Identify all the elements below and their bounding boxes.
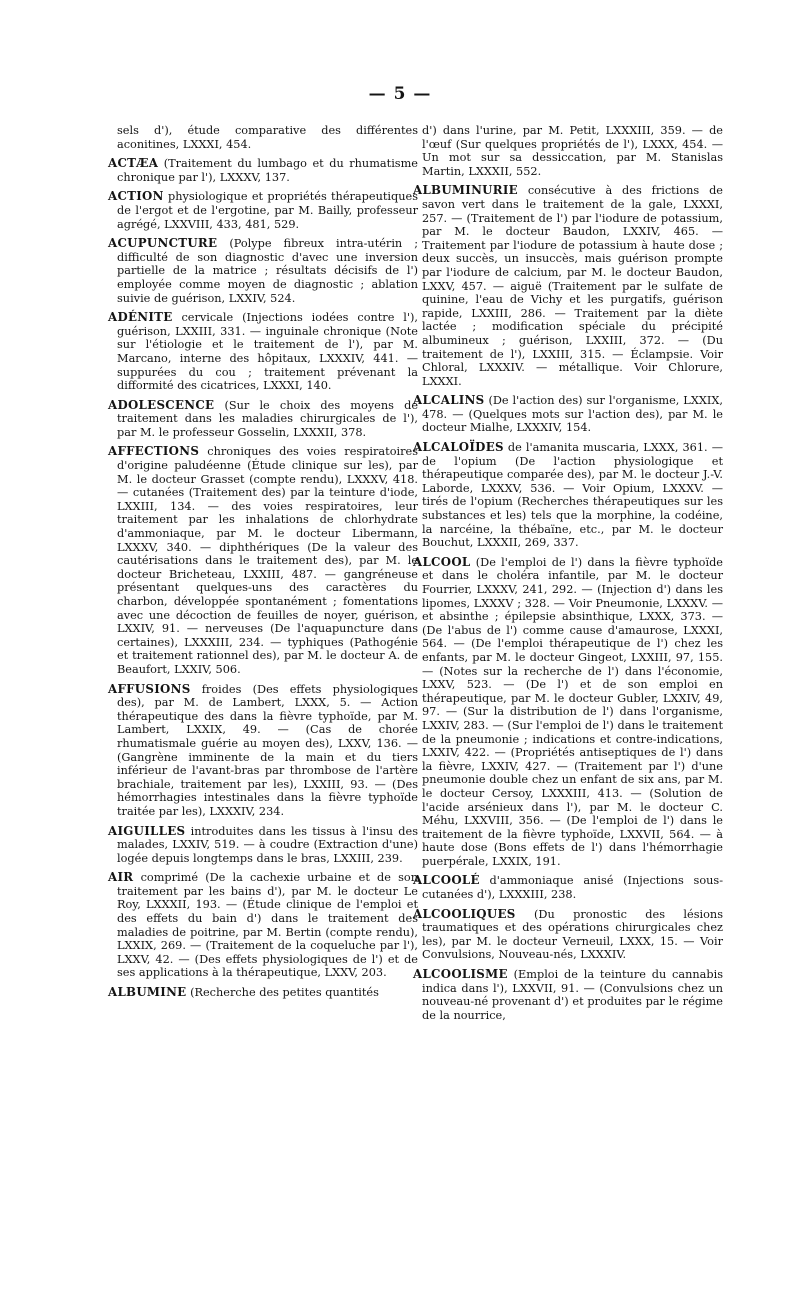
entry-text: (Recherche des petites quantités — [190, 986, 379, 1000]
entry-headword: ADOLESCENCE — [108, 397, 215, 412]
index-entry — [413, 124, 723, 178]
entry-headword: ALCOOLÉ — [413, 873, 480, 888]
entry-text: froides (Des effets physiologiques des), par M. de Lambert, LXXX, 5. — Action thérapeutique des dans la fièvre typhoïde, par M. Lambert, LXXIX, 49. — (Cas de chorée rhumatismale guérie au moyen des), LXXV, 136. — (Gangrène imminente de la main et du tiers inférieur de l'avant-bras par thrombose de l'artère brachiale, traitement par les), LXXIII, 93. — (Des hémorrhagies intestinales dans la fièvre typhoïde traitée par les), LXXXIV, 234. — [117, 682, 418, 818]
index-entry — [413, 394, 723, 435]
index-entry — [413, 184, 723, 388]
entry-headword: ALCALOÏDES — [413, 440, 504, 455]
entry-text: (Du pronostic des lésions traumatiques et des opérations chirurgicales chez les), par M. le docteur Verneuil, LXXX, 15. — Voir Convulsions, Nouveau-nés, LXXXIV. — [422, 907, 723, 962]
index-entry — [108, 157, 418, 184]
entry-text: d'ammoniaque anisé (Injections sous-cutanées d'), LXXXIII, 238. — [422, 874, 724, 902]
entry-text: (De l'action des) sur l'organisme, LXXIX, 478. — (Quelques mots sur l'action des), par M. le docteur Mialhe, LXXXIV, 154. — [422, 394, 723, 435]
index-entry — [108, 399, 418, 440]
index-entry — [413, 441, 723, 550]
entry-text: (Traitement du lumbago et du rhumatisme chronique par l'), LXXXV, 137. — [117, 157, 418, 184]
index-entry — [413, 874, 723, 901]
entry-headword: ALCOOL — [413, 554, 471, 569]
entry-text: (Polype fibreux intra-utérin ; difficulté de son diagnostic d'avec une inversion partielle de la matrice ; résultats décisifs de l') employée comme moyen de diagnostic ; ablation suivie de guérison, LXXIV, 524. — [117, 237, 418, 305]
left-column — [108, 124, 418, 1006]
page-number: — 5 — — [368, 84, 432, 104]
entry-headword: AFFUSIONS — [108, 681, 191, 696]
entry-headword: AFFECTIONS — [108, 444, 200, 459]
entry-text: d') dans l'urine, par M. Petit, LXXXIII, 359. — de l'œuf (Sur quelques propriétés de l'), LXXX, 454. — Un mot sur sa dessiccation, par M. Stanislas Martin, LXXXII, 552. — [422, 124, 723, 178]
entry-headword: AIR — [108, 870, 134, 885]
index-entry — [413, 908, 723, 962]
entry-text: de l'amanita muscaria, LXXX, 361. — de l'opium (De l'action physiologique et thérapeutique comparée des), par M. le docteur J.-V. Laborde, LXXXV, 536. — Voir Opium, LXXXV. — tirés de l'opium (Recherches thérapeutiques sur les substances et les) tels que la morphine, la codéine, la narcéine, la thébaïne, etc., par M. le docteur Bouchut, LXXXII, 269, 337. — [422, 441, 724, 550]
entry-headword: ALCOOLIQUES — [413, 906, 516, 921]
entry-headword: ALCALINS — [413, 393, 485, 408]
entry-headword: ACTION — [108, 189, 164, 204]
entry-text: sels d'), étude comparative des différentes aconitines, LXXXI, 454. — [117, 124, 418, 151]
entry-headword: ALCOOLISME — [413, 967, 508, 982]
entry-text: introduites dans les tissus à l'insu des malades, LXXIV, 519. — à coudre (Extraction d'une) logée depuis longtemps dans le bras, LXXIII, 239. — [117, 824, 419, 865]
index-entry — [108, 825, 418, 866]
index-entry — [108, 190, 418, 231]
entry-text: cervicale (Injections iodées contre l'), guérison, LXXIII, 331. — inguinale chronique (Note sur l'étiologie et le traitement de l'), par M. Marcano, interne des hôpitaux, LXXXIV, 441. — suppurées du cou ; traitement prévenant la difformité des cicatrices, LXXXI, 140. — [117, 311, 418, 393]
index-entry — [108, 445, 418, 676]
index-entry — [108, 237, 418, 305]
index-entry — [108, 683, 418, 819]
index-entry — [413, 556, 723, 869]
entry-headword: ACUPUNCTURE — [108, 236, 218, 251]
entry-headword: ADÉNITE — [108, 310, 173, 325]
entry-headword: ACTÆA — [108, 156, 159, 171]
entry-text: consécutive à des frictions de savon vert dans le traitement de la gale, LXXXI, 257. — (Traitement de l') par l'iodure de potassium, par M. le docteur Baudon, LXXIV, 465. — Traitement par l'iodure de potassium à haute dose ; deux succès, un insuccès, mais guérison prompte par l'iodure de calcium, par M. le docteur Baudon, LXXV, 457. — aiguë (Traitement par le sulfate de quinine, l'eau de Vichy et les purgatifs, guérison rapide, LXXIII, 286. — Traitement par la diète lactée ; modification spéciale du précipité albumineux ; guérison, LXXIII, 372. — (Du traitement de l'), LXXIII, 315. — Éclampsie. Voir Chloral, LXXXIV. — métallique. Voir Chlorure, LXXXI. — [422, 184, 723, 388]
entry-text: physiologique et propriétés thérapeutiques de l'ergot et de l'ergotine, par M. Bailly, professeur agrégé, LXXVIII, 433, 481, 529. — [117, 190, 418, 231]
index-entry — [413, 968, 723, 1022]
entry-headword: AIGUILLES — [108, 823, 186, 838]
index-entry — [108, 124, 418, 151]
index-entry — [108, 986, 418, 1000]
entry-text: (Emploi de la teinture du cannabis indica dans l'), LXXVII, 91. — (Convulsions chez un nouveau-né provenant d') et produites par le régime de la nourrice, — [422, 968, 724, 1022]
entry-text: (Sur le choix des moyens de traitement dans les maladies chirurgicales de l'), par M. le professeur Gosselin, LXXXII, 378. — [117, 398, 419, 439]
index-entry — [108, 311, 418, 393]
entry-text: chroniques des voies respiratoires d'origine paludéenne (Étude clinique sur les), par M. le docteur Grasset (compte rendu), LXXXV, 418. — cutanées (Traitement des) par la teinture d'iode, LXXIII, 134. — des voies respiratoires, leur traitement par les inhalations de chlorhydrate d'ammoniaque, par M. le docteur Libermann, LXXXV, 340. — diphthériques (De la valeur des cautérisations dans le traitement des), par M. le docteur Bricheteau, LXXIII, 487. — gangréneuse présentant quelques-uns des caractères du charbon, développée spontanément ; fomentations avec une décoction de feuilles de noyer, guérison, LXXIV, 91. — nerveuses (De l'aquapuncture dans certaines), LXXXIII, 234. — typhiques (Pathogénie et traitement rationnel des), par M. le docteur A. de Beaufort, LXXIV, 506. — [117, 445, 419, 676]
entry-text: comprimé (De la cachexie urbaine et de son traitement par les bains d'), par M. le docteur Le Roy, LXXXII, 193. — (Étude clinique de l'emploi et des effets du bain d') dans le traitement des maladies de poitrine, par M. Bertin (compte rendu), LXXIX, 269. — (Traitement de la coqueluche par l'), LXXV, 42. — (Des effets physiologiques de l') et de ses applications à la thérapeutique, LXXV, 203. — [117, 871, 418, 980]
index-entry — [108, 871, 418, 980]
entry-headword: ALBUMINURIE — [413, 183, 518, 198]
entry-headword: ALBUMINE — [108, 985, 187, 1000]
entry-text: (De l'emploi de l') dans la fièvre typhoïde et dans le choléra infantile, par M. le docteur Fourrier, LXXXV, 241, 292. — (Injection d') dans les lipomes, LXXXV ; 328. — Voir Pneumonie, LXXXV. — et absinthe ; épilepsie absinthique, LXXX, 373. — (De l'abus de l') comme cause d'amaurose, LXXXI, 564. — (De l'emploi thérapeutique de l') chez les enfants, par M. le docteur Gingeot, LXXIII, 97, 155. — (Notes sur la recherche de l') dans l'économie, LXXV, 523. — (De l') et de son emploi en thérapeutique, par M. le docteur Gubler, LXXIV, 49, 97. — (Sur la distribution de l') dans l'organisme, LXXIV, 283. — (Sur l'emploi de l') dans le traitement de la pneumonie ; indications et contre-indications, LXXIV, 422. — (Propriétés antiseptiques de l') dans la fièvre, LXXIV, 427. — (Traitement par l') d'une pneumonie double chez un enfant de six ans, par M. le docteur Cersoy, LXXXIII, 413. — (Solution de l'acide arsénieux dans l'), par M. le docteur C. Méhu, LXXVIII, 356. — (De l'emploi de l') dans le traitement de la fièvre typhoïde, LXXVII, 564. — à haute dose (Bons effets de l') dans l'hémorrhagie puerpérale, LXXIX, 191. — [422, 555, 723, 868]
right-column — [413, 124, 723, 1028]
